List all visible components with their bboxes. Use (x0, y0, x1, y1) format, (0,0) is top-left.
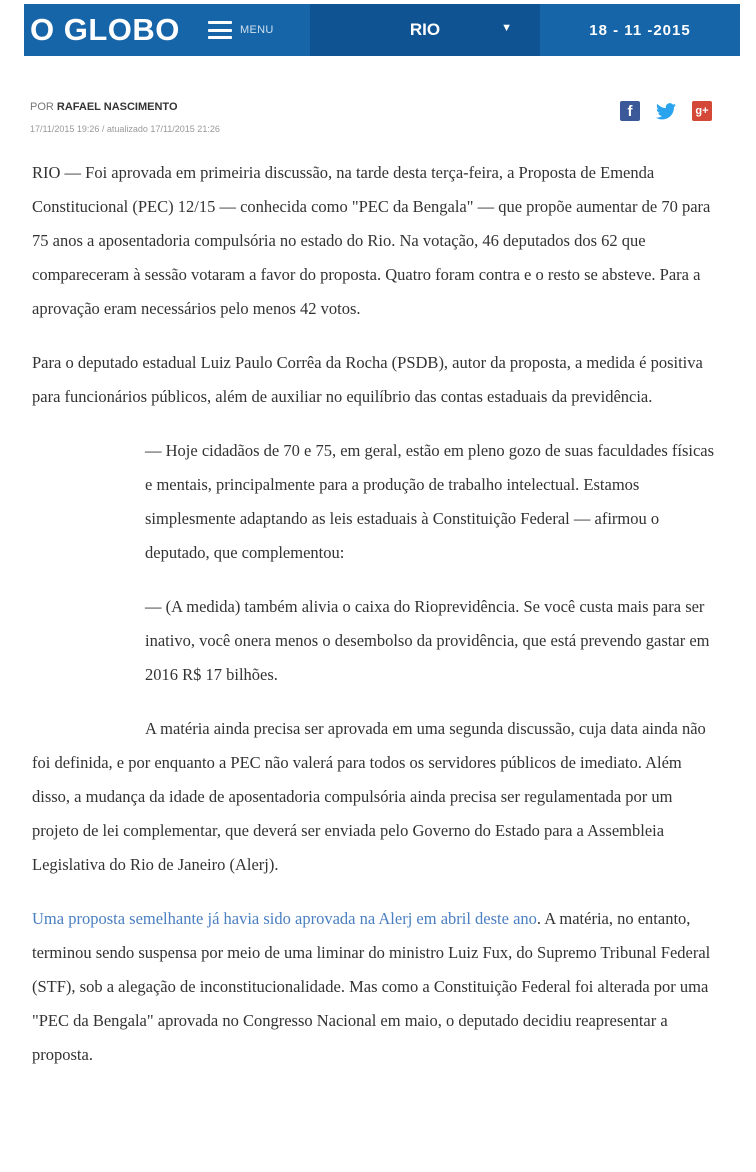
section-label: RIO (409, 20, 441, 39)
timestamp: 17/11/2015 19:26 / atualizado 17/11/2015 21:26 (30, 124, 220, 134)
social-share (620, 101, 712, 121)
paragraph-3: A matéria ainda precisa ser aprovada em uma segunda discussão, cuja data ainda não foi definida, e por enquanto a PEC não valerá para todos os servidores públicos de imediato. Além disso, a mudança da idade de aposentadoria compulsória ainda precisa ser regulamentada por um projeto de lei complementar, que deverá ser enviada pelo Governo do Estado para a Assembleia Legislativa do Rio de Janeiro (Alerj). (32, 719, 706, 874)
facebook-icon[interactable]: f (620, 101, 640, 121)
paragraph-2: Para o deputado estadual Luiz Paulo Corrêa da Rocha (PSDB), autor da proposta, a medida é positiva para funcionários públicos, além de auxiliar no equilíbrio das contas estaduais da previdência. (32, 353, 703, 406)
byline (30, 101, 178, 113)
menu-label: MENU (240, 24, 274, 36)
quote-2: — (A medida) também alivia o caixa do Rioprevidência. Se você custa mais para ser inativo, você onera menos o desembolso da providência, que está prevendo gastar em 2016 R$ 17 bilhões. (145, 597, 710, 684)
related-article-link[interactable]: Uma proposta semelhante já havia sido aprovada na Alerj em abril deste ano (32, 909, 537, 928)
caret-down-icon: ▼ (501, 22, 512, 34)
site-logo[interactable]: O GLOBO (30, 12, 180, 47)
paragraph-4-text: . A matéria, no entanto, terminou sendo suspensa por meio de uma liminar do ministro Luiz Fux, do Supremo Tribunal Federal (STF), sob a alegação de inconstitucionalidade. Mas como a Constituição Federal foi alterada por uma "PEC da Bengala" aprovada no Congresso Nacional em maio, o deputado decidiu reapresentar a proposta. (32, 909, 711, 1064)
site-header (24, 4, 740, 56)
header-date: 18 - 11 -2015 (540, 4, 740, 56)
byline-prefix: POR (30, 101, 54, 113)
section-selector[interactable] (310, 4, 540, 56)
author-name[interactable]: RAFAEL NASCIMENTO (56, 101, 178, 113)
quote-block (32, 434, 722, 692)
paragraph-4 (32, 902, 722, 1072)
menu-button[interactable] (190, 4, 310, 56)
googleplus-icon[interactable]: g+ (692, 101, 712, 121)
quote-1: — Hoje cidadãos de 70 e 75, em geral, estão em pleno gozo de suas faculdades físicas e mentais, principalmente para a produção de trabalho intelectual. Estamos simplesmente adaptando as leis estaduais à Constituição Federal — afirmou o deputado, que complementou: (145, 441, 715, 562)
twitter-bird-icon (656, 103, 676, 120)
paragraph-1: RIO — Foi aprovada em primeiria discussão, na tarde desta terça-feira, a Proposta de Emenda Constitucional (PEC) 12/15 — conhecida como "PEC da Bengala" — que propõe aumentar de 70 para 75 anos a aposentadoria compulsória no estado do Rio. Na votação, 46 deputados dos 62 que compareceram à sessão votaram a favor do proposta. Quatro foram contra e o resto se absteve. Para a aprovação eram necessários pelo menos 42 votos. (32, 163, 711, 318)
hamburger-icon (208, 21, 232, 39)
twitter-icon[interactable] (656, 101, 676, 121)
article-body (32, 156, 722, 1092)
